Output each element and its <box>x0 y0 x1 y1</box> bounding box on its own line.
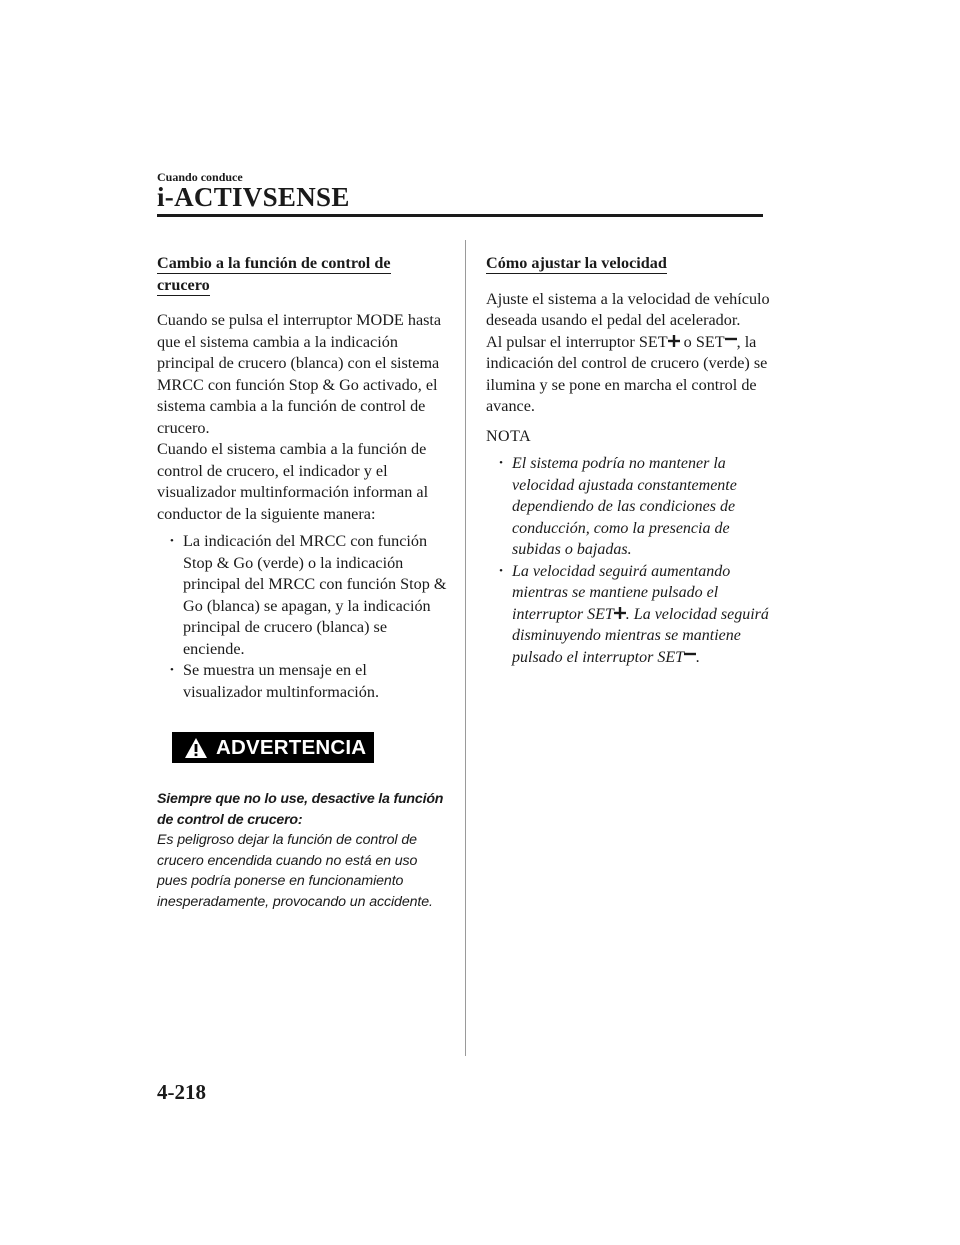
left-paragraph-2: Cuando el sistema cambia a la función de control de crucero, el indicador y el visualizador multinformación informan al conductor de la siguiente manera: <box>157 440 429 523</box>
right-paragraph-1: Ajuste el sistema a la velocidad de vehículo deseada usando el pedal del acelerador. <box>486 289 770 329</box>
chapter-title: i-ACTIVSENSE <box>157 182 350 212</box>
minus-icon <box>725 333 737 345</box>
right-paragraph-2 <box>486 332 771 418</box>
right-heading: Cómo ajustar la velocidad <box>486 254 667 272</box>
warning-lead: Siempre que no lo use, desactive la función de control de crucero: <box>157 791 444 828</box>
header-rule <box>157 214 763 217</box>
right-paragraph-2-part-a: Al pulsar el interruptor SET <box>486 332 668 351</box>
left-column <box>157 253 447 912</box>
list-item <box>512 561 771 669</box>
nota-list <box>486 453 771 668</box>
warning-badge <box>172 732 374 763</box>
plus-icon <box>668 335 680 347</box>
section-label: Cuando conduce <box>157 170 243 184</box>
note-2-part-b: . La velocidad seguirá disminuyendo mientras se mantiene pulsado el interruptor SET <box>512 605 769 666</box>
left-paragraph-1: Cuando se pulsa el interruptor MODE hasta que el sistema cambia a la indicación principal de crucero (blanca) con el sistema MRCC con función Stop & Go activado, el sistema cambia a la función de control de crucero. <box>157 311 442 437</box>
warning-triangle-icon <box>184 737 208 759</box>
list-item: • Se muestra un mensaje en el visualizador multinformación. <box>183 660 447 703</box>
left-heading-line1: Cambio a la función de control de <box>157 254 391 272</box>
right-paragraph-2-part-c: , la indicación del control de crucero (verde) se ilumina y se pone en marcha el control de avance. <box>486 332 768 415</box>
left-bullet-list <box>157 531 447 703</box>
warning-badge-label: ADVERTENCIA <box>216 735 367 759</box>
right-column <box>486 253 771 668</box>
right-paragraph-2-part-b: o SET <box>679 332 725 351</box>
note-2-part-c: . <box>696 648 701 666</box>
note-2-part-a: La velocidad seguirá aumentando mientras se mantiene pulsado el interruptor SET <box>512 562 731 623</box>
warning-body <box>157 789 447 912</box>
list-item: • La indicación del MRCC con función Stop & Go (verde) o la indicación principal del MRCC con función Stop & Go (blanca) se apagan, y la indicación principal de crucero (blanca) se enciende. <box>183 531 447 660</box>
plus-icon <box>614 607 626 619</box>
left-heading <box>157 253 447 296</box>
warning-text: Es peligroso dejar la función de control de crucero encendida cuando no está en uso pues podría ponerse en funcionamiento inesperadamente, provocando un accidente. <box>157 832 433 910</box>
right-heading-wrap <box>486 253 771 275</box>
minus-icon <box>684 648 696 660</box>
nota-label: NOTA <box>486 427 532 445</box>
column-divider <box>465 240 466 1056</box>
left-heading-line2: crucero <box>157 275 210 294</box>
page-number: 4-218 <box>157 1080 206 1104</box>
list-item: • El sistema podría no mantener la velocidad ajustada constantemente dependiendo de las condiciones de conducción, como la presencia de subidas o bajadas. <box>512 453 771 561</box>
